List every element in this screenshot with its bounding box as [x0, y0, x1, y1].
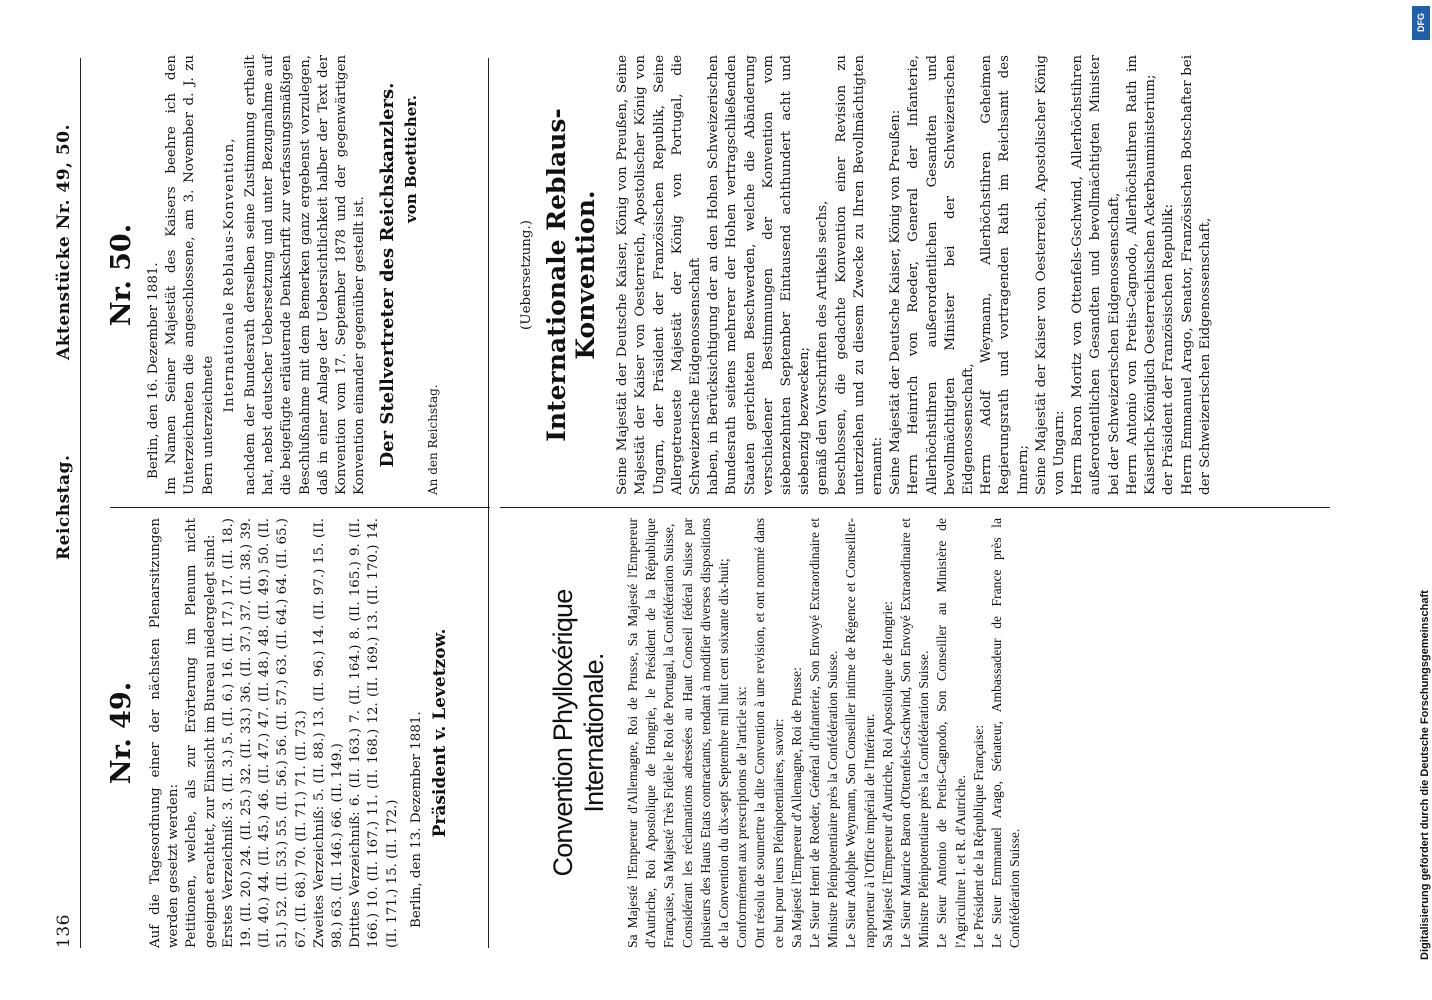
- nr50-signer-name: von Boetticher.: [402, 95, 421, 223]
- nr49-title: Nr. 49.: [106, 681, 137, 785]
- nr50-subtitle: Internationale Reblaus-Konvention,: [221, 137, 237, 413]
- dfg-credit: Digitalisierung gefördert durch die Deutsche Forschungsgemeinschaft: [1419, 590, 1431, 960]
- german-subtitle: (Uebersetzung.): [519, 220, 534, 330]
- dfg-logo-icon: DFG: [1412, 6, 1430, 40]
- nr50-signer-title: Der Stellvertreter des Reichskanzlers.: [377, 82, 399, 468]
- german-body: Seine Majestät der Deutsche Kaiser, König von Preußen, Seine Majestät der Kaiser von Oesterreich, Apostolischer König von Ungarn, der Präsident der Französischen Republik, Seine Allergetreueste Majestät der König von Portugal, die Schweizerische Eidgenossenschaft haben, in Berücksichtigung der an den Hohen Schweizerischen Bundesrath seitens mehrerer der Hohen vertragschließenden Staaten gerichteten Beschwerden, welche die Abänderung verschiedener Bestimmungen der Konvention vom siebenzehnten September Eintausend achthundert acht und siebenzig bezwecken; gemäß den Vorschriften des Artikels sechs, beschlossen, die gedachte Konvention einer Revision zu unterziehen und zu diesem Zwecke zu Ihren Bevollmächtigten ernannt: Seine Majestät der Deutsche Kaiser, König von Preußen: Herrn Heinrich von Roeder, General der Infanterie, Allerhöchstihren außerordentlichen Gesandten und bevollmächtigten Minister bei der Schweizerischen Eidgenossenschaft, Herrn Adolf Weymann, Allerhöchstihren Geheimen Regierungsrath und vortragenden Rath im Reichsamt des Innern; Seine Majestät der Kaiser von Oesterreich, Apostolischer König von Ungarn: Herrn Baron Moritz von Ottenfels-Gschwind, Allerhöchstihren außerordentlichen Gesandten und bevollmächtigten Minister bei der Schweizerischen Eidgenossenschaft, Herrn Antonio von Pretis-Cagnodo, Allerhöchstihren Rath im Kaiserlich-Königlich Oesterreichischen Ackerbauministerium; der Präsident der Französischen Republik: Herrn Emmanuel Arago, Senator, Französischen Botschafter bei der Schweizerischen Eidgenossenschaft,: [615, 55, 1213, 495]
- french-convention: [500, 518, 1330, 948]
- nr50-title: Nr. 50.: [106, 223, 137, 327]
- dfg-sidebar: [1410, 0, 1432, 1000]
- column-divider-bottom: [500, 507, 1330, 508]
- document-nr49: [96, 518, 476, 948]
- page-number: 136: [54, 914, 74, 948]
- german-title: Internationale Reblaus-Konvention.: [542, 108, 601, 442]
- nr50-body: nachdem der Bundesrath derselben seine Zustimmung ertheilt hat, nebst deutscher Uebersetzung und unter Bezugnahme auf die beigefügte erläuternde Denkschrift zur verfassungsmäßigen Beschlußnahme mit dem Bemerken ganz ergebenst vorzulegen, daß in einer Anlage der Uebersichtlichkeit halber der Text der Konvention vom 17. September 1878 und der gegenwärtigen Konvention einander gegenüber gestellt ist.: [243, 55, 368, 495]
- french-body: Sa Majesté l'Empereur d'Allemagne, Roi de Prusse, Sa Majesté l'Empereur d'Autriche, Roi Apostolique de Hongrie, le Président de la République Française, Sa Majesté Très Fidèle le Roi de Portugal, la Confédération Suisse, Considérant les réclamations adressées au Haut Conseil fédéral Suisse par plusieurs des Hauts Etats contractants, tendant à modifier diverses dispositions de la Convention du dix-sept Septembre mil huit cent soixante dix-huit; Conformément aux prescriptions de l'article six: Ont résolu de soumettre la dite Convention à une revision, et ont nommé dans ce but pour leurs Plénipotentiaires, savoir: Sa Majesté l'Empereur d'Allemagne, Roi de Prusse: Le Sieur Henri de Roeder, Général d'infanterie, Son Envoyé Extraordinaire et Ministre Plénipotentiaire près la Confédération Suisse. Le Sieur Adolphe Weymann, Son Conseiller intime de Régence et Conseiller-rapporteur à l'Office impérial de l'Intérieur. Sa Majesté l'Empereur d'Autriche, Roi Apostolique de Hongrie: Le Sieur Maurice Baron d'Ottenfels-Gschwind, Son Envoyé Extraordinaire et Ministre Plénipotentiaire près la Confédération Suisse. Le Sieur Antonio de Pretis-Cagnodo, Son Conseiller au Ministère de l'Agriculture I. et R. d'Autriche. Le Président de la République Française: Le Sieur Emmanuel Arago, Sénateur, Ambassadeur de France près la Confédération Suisse.: [625, 518, 1023, 948]
- header-rule: [80, 58, 81, 948]
- nr49-signature: Präsident v. Levetzow.: [430, 628, 451, 838]
- document-nr50: [96, 55, 480, 495]
- nr49-date: Berlin, den 13. Dezember 1881.: [408, 711, 424, 928]
- german-convention: [500, 55, 1330, 495]
- header-right: Aktenstücke Nr. 49, 50.: [54, 124, 74, 360]
- section-rule: [488, 58, 489, 948]
- nr50-intro: Berlin, den 16. Dezember 1881. Im Namen Seiner Majestät des Kaisers beehre ich den Unterzeichneten die angeschlossene, am 3. November d. J. zu Bern unterzeichnete: [146, 55, 216, 495]
- column-divider-top: [110, 507, 490, 508]
- nr49-body: Auf die Tagesordnung einer der nächsten Plenarsitzungen werden gesetzt werden: Petitionen, welche, als zur Erörterung im Plenum nicht geeignet erachtet, zur Einsicht im Bureau niedergelegt sind: Erstes Verzeichniß: 3. (II. 3.) 5. (II. 6.) 16. (II. 17.) 17. (II. 18.) 19. (II. 20.) 24. (II. 25.) 32. (II. 33.) 36. (II. 37.) 37. (II. 38.) 39. (II. 40.) 44. (II. 45.) 46. (II. 47.) 47. (II. 48.) 48. (II. 49.) 50. (II. 51.) 52. (II. 53.) 55. (II. 56.) 56. (II. 57.) 63. (II. 64.) 64. (II. 65.) 67. (II. 68.) 70. (II. 71.) 71. (II. 73.) Zweites Verzeichniß: 5. (II. 88.) 13. (II. 96.) 14. (II. 97.) 15. (II. 98.) 63. (II. 146.) 66. (II. 149.) Drittes Verzeichniß: 6. (II. 163.) 7. (II. 164.) 8. (II. 165.) 9. (II. 166.) 10. (II. 167.) 11. (II. 168.) 12. (II. 169.) 13. (II. 170.) 14. (II. 171.) 15. (II. 172.): [148, 518, 400, 948]
- french-title: Convention Phylloxérique Internationale.: [548, 589, 609, 877]
- header-left: Reichstag.: [54, 454, 74, 560]
- nr50-addressee: An den Reichstag.: [426, 384, 441, 495]
